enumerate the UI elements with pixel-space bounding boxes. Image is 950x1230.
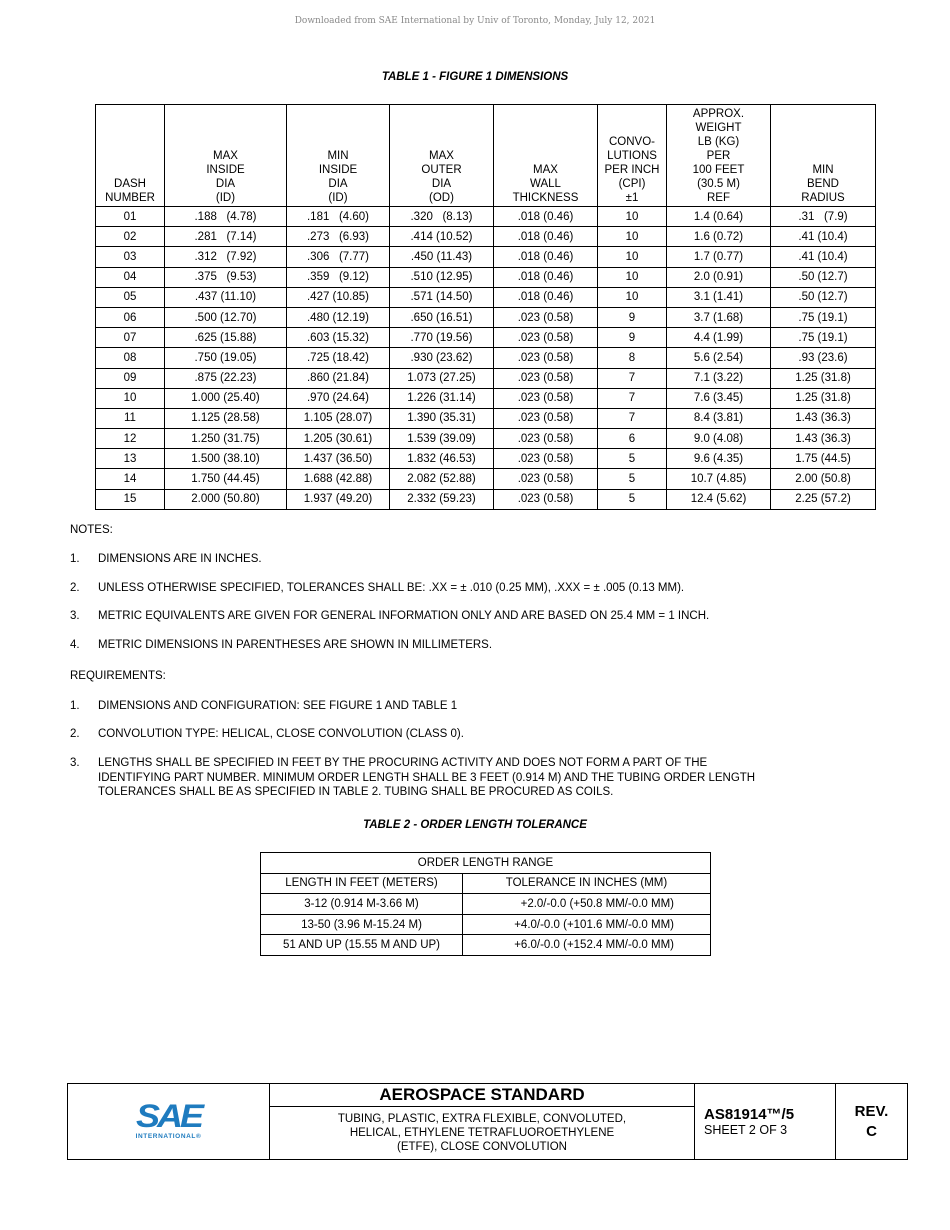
table-cell: 7.1 (3.22) (667, 368, 771, 388)
subtitle-line: TUBING, PLASTIC, EXTRA FLEXIBLE, CONVOLUTED, (337, 1113, 627, 1125)
note-number: 3. (70, 610, 80, 622)
table-cell: 10.7 (4.85) (667, 469, 771, 489)
table-cell: 02 (96, 227, 165, 247)
table-cell: +2.0/-0.0 (+50.8 MM/-0.0 MM) (463, 894, 711, 915)
table-row (261, 894, 711, 915)
table-cell: .023 (0.58) (494, 408, 598, 428)
table-cell: .023 (0.58) (494, 368, 598, 388)
column-header-line: (ID) (328, 192, 348, 204)
standard-title: AEROSPACE STANDARD (270, 1084, 695, 1107)
table-cell: .306 (7.77) (287, 247, 390, 267)
table-cell: 2.000 (50.80) (165, 489, 287, 509)
dimensions-table-header (96, 105, 876, 207)
table-cell: 1.105 (28.07) (287, 408, 390, 428)
requirement-text: CONVOLUTION TYPE: HELICAL, CLOSE CONVOLUTION (CLASS 0). (98, 728, 464, 740)
table-cell: .273 (6.93) (287, 227, 390, 247)
table-cell: 1.688 (42.88) (287, 469, 390, 489)
table-row (96, 368, 876, 388)
table-cell: 13-50 (3.96 M-15.24 M) (261, 914, 463, 935)
table-cell: .31 (7.9) (771, 207, 876, 227)
table2-caption: TABLE 2 - ORDER LENGTH TOLERANCE (363, 819, 587, 831)
table-cell: 51 AND UP (15.55 M AND UP) (261, 935, 463, 956)
table-cell: 05 (96, 287, 165, 307)
title-block (67, 1083, 908, 1160)
note-text: DIMENSIONS ARE IN INCHES. (98, 553, 262, 565)
length-column-header: LENGTH IN FEET (METERS) (261, 873, 463, 894)
column-header-line: CONVO- (609, 136, 655, 148)
table-cell: .875 (22.23) (165, 368, 287, 388)
column-header (165, 105, 287, 207)
table-cell: 13 (96, 449, 165, 469)
table-cell: .93 (23.6) (771, 348, 876, 368)
table-cell: 8 (598, 348, 667, 368)
subtitle-line: (ETFE), CLOSE CONVOLUTION (397, 1141, 567, 1153)
table-cell: .750 (19.05) (165, 348, 287, 368)
sheet-number: SHEET 2 OF 3 (704, 1123, 788, 1137)
table-cell: .450 (11.43) (390, 247, 494, 267)
column-header-line: (OD) (429, 192, 454, 204)
table-cell: 2.25 (57.2) (771, 489, 876, 509)
table-cell: 12.4 (5.62) (667, 489, 771, 509)
requirement-text: DIMENSIONS AND CONFIGURATION: SEE FIGURE 1 AND TABLE 1 (98, 700, 458, 712)
table-cell: .725 (18.42) (287, 348, 390, 368)
table-cell: 1.4 (0.64) (667, 207, 771, 227)
column-header (771, 105, 876, 207)
table-cell: 3.7 (1.68) (667, 307, 771, 327)
table-cell: .018 (0.46) (494, 227, 598, 247)
column-header-line: ±1 (625, 192, 639, 204)
table-cell: 1.500 (38.10) (165, 449, 287, 469)
order-length-group-header: ORDER LENGTH RANGE (261, 853, 711, 874)
table-cell: 1.539 (39.09) (390, 429, 494, 449)
revision-value: C (866, 1122, 877, 1140)
table-cell: 10 (598, 227, 667, 247)
column-header (390, 105, 494, 207)
table-row (96, 207, 876, 227)
note-text: UNLESS OTHERWISE SPECIFIED, TOLERANCES SHALL BE: .XX = ± .010 (0.25 MM), .XXX = ± .005 (0.13 MM). (98, 582, 685, 594)
column-header-line: (ID) (215, 192, 236, 204)
column-header (598, 105, 667, 207)
table-row (96, 247, 876, 267)
table-cell: .75 (19.1) (771, 328, 876, 348)
table-row (96, 408, 876, 428)
table-cell: .023 (0.58) (494, 348, 598, 368)
table-cell: .188 (4.78) (165, 207, 287, 227)
column-header-line: 100 FEET (692, 164, 745, 176)
table-cell: 3.1 (1.41) (667, 287, 771, 307)
note-2 (70, 581, 830, 596)
column-header-line: INSIDE (318, 164, 358, 176)
table-row (96, 469, 876, 489)
table-cell: .281 (7.14) (165, 227, 287, 247)
standard-subtitle (270, 1107, 695, 1160)
table-cell: 1.205 (30.61) (287, 429, 390, 449)
table-cell: .50 (12.7) (771, 287, 876, 307)
requirement-text-line: IDENTIFYING PART NUMBER. MINIMUM ORDER LENGTH SHALL BE 3 FEET (0.914 M) AND THE TUBING ORDER LENGTH (98, 771, 756, 784)
requirements-heading: REQUIREMENTS: (70, 670, 166, 682)
table-cell: 1.226 (31.14) (390, 388, 494, 408)
column-header-line: DIA (215, 178, 236, 190)
document-number: AS81914™/5 (704, 1106, 795, 1123)
note-1 (70, 552, 830, 567)
table-row (261, 914, 711, 935)
column-header-line: WEIGHT (695, 122, 742, 134)
column-header (494, 105, 598, 207)
notes-heading: NOTES: (70, 524, 113, 536)
subtitle-line: HELICAL, ETHYLENE TETRAFLUOROETHYLENE (349, 1127, 615, 1139)
table-cell: 7 (598, 388, 667, 408)
table-cell: 10 (96, 388, 165, 408)
sae-logo-subtext: INTERNATIONAL (135, 1132, 196, 1140)
sae-logo-mark: SAE (135, 1096, 201, 1134)
table-cell: 1.750 (44.45) (165, 469, 287, 489)
table-cell: 9.0 (4.08) (667, 429, 771, 449)
column-header-line: LB (KG) (697, 136, 740, 148)
table-row (96, 328, 876, 348)
requirement-1 (70, 699, 830, 714)
table-row (96, 388, 876, 408)
table-cell: 1.25 (31.8) (771, 388, 876, 408)
table-cell: .437 (11.10) (165, 287, 287, 307)
table-cell: .018 (0.46) (494, 287, 598, 307)
column-header-line: NUMBER (105, 192, 155, 204)
note-number: 4. (70, 639, 80, 651)
table-cell: .770 (19.56) (390, 328, 494, 348)
table-row (96, 267, 876, 287)
table-cell: .75 (19.1) (771, 307, 876, 327)
column-header-line: OUTER (421, 164, 462, 176)
column-header-line: DIA (328, 178, 348, 190)
column-header-line: INSIDE (206, 164, 245, 176)
table-cell: .970 (24.64) (287, 388, 390, 408)
requirement-text-line: TOLERANCES SHALL BE AS SPECIFIED IN TABLE 2. TUBING SHALL BE PROCURED AS COILS. (98, 786, 614, 798)
table-cell: 11 (96, 408, 165, 428)
table-row (96, 307, 876, 327)
column-header-line: MAX (533, 164, 558, 176)
table-cell: .650 (16.51) (390, 307, 494, 327)
table-cell: 08 (96, 348, 165, 368)
table-cell: 2.00 (50.8) (771, 469, 876, 489)
table-cell: 3-12 (0.914 M-3.66 M) (261, 894, 463, 915)
table-cell: 4.4 (1.99) (667, 328, 771, 348)
column-header-line: DIA (431, 178, 452, 190)
table-cell: .359 (9.12) (287, 267, 390, 287)
order-length-table (260, 852, 711, 956)
column-header-line: (CPI) (618, 178, 646, 190)
table-cell: 01 (96, 207, 165, 227)
table-cell: .181 (4.60) (287, 207, 390, 227)
table-cell: 07 (96, 328, 165, 348)
table-cell: .312 (7.92) (165, 247, 287, 267)
document-info (695, 1084, 836, 1160)
requirement-text (98, 756, 830, 800)
table-cell: 9 (598, 307, 667, 327)
table-cell: 5 (598, 469, 667, 489)
table-cell: .860 (21.84) (287, 368, 390, 388)
requirement-3 (70, 756, 830, 800)
table-cell: 1.125 (28.58) (165, 408, 287, 428)
revision (836, 1084, 908, 1160)
table-cell: 12 (96, 429, 165, 449)
table-cell: +4.0/-0.0 (+101.6 MM/-0.0 MM) (463, 914, 711, 935)
table-cell: .625 (15.88) (165, 328, 287, 348)
column-header-line: APPROX. (692, 108, 745, 120)
download-watermark: Downloaded from SAE International by Univ of Toronto, Monday, July 12, 2021 (294, 16, 656, 26)
table-cell: .41 (10.4) (771, 227, 876, 247)
table-cell: 7.6 (3.45) (667, 388, 771, 408)
column-header-line: WALL (530, 178, 561, 190)
table-cell: .018 (0.46) (494, 267, 598, 287)
table-cell: 8.4 (3.81) (667, 408, 771, 428)
column-header-line: MAX (213, 150, 238, 162)
column-header-line: PER INCH (604, 164, 660, 176)
table-cell: .930 (23.62) (390, 348, 494, 368)
table-cell: .414 (10.52) (390, 227, 494, 247)
tolerance-column-header: TOLERANCE IN INCHES (MM) (463, 873, 711, 894)
table-cell: 03 (96, 247, 165, 267)
table-cell: 09 (96, 368, 165, 388)
table-cell: .023 (0.58) (494, 429, 598, 449)
table-cell: .375 (9.53) (165, 267, 287, 287)
table-cell: .023 (0.58) (494, 328, 598, 348)
table-cell: 10 (598, 287, 667, 307)
table-cell: 5.6 (2.54) (667, 348, 771, 368)
table-cell: 9 (598, 328, 667, 348)
table-cell: .023 (0.58) (494, 489, 598, 509)
table-cell: .480 (12.19) (287, 307, 390, 327)
table-row (96, 489, 876, 509)
requirement-number: 3. (70, 757, 80, 769)
note-text: METRIC EQUIVALENTS ARE GIVEN FOR GENERAL INFORMATION ONLY AND ARE BASED ON 25.4 MM = 1 INCH. (98, 610, 710, 622)
table-cell: .510 (12.95) (390, 267, 494, 287)
table-row (96, 287, 876, 307)
table1-caption: TABLE 1 - FIGURE 1 DIMENSIONS (381, 71, 569, 83)
registered-mark: ® (196, 1132, 202, 1140)
column-header-line: BEND (807, 178, 839, 190)
requirement-text-line: LENGTHS SHALL BE SPECIFIED IN FEET BY THE PROCURING ACTIVITY AND DOES NOT FORM A PART OF THE (98, 757, 708, 769)
table-cell: .41 (10.4) (771, 247, 876, 267)
table-row (96, 348, 876, 368)
table-cell: .023 (0.58) (494, 388, 598, 408)
table-cell: 7 (598, 368, 667, 388)
table-cell: .023 (0.58) (494, 307, 598, 327)
table-cell: .018 (0.46) (494, 247, 598, 267)
table-cell: 1.832 (46.53) (390, 449, 494, 469)
table-cell: 1.75 (44.5) (771, 449, 876, 469)
table-cell: .50 (12.7) (771, 267, 876, 287)
table-cell: .023 (0.58) (494, 449, 598, 469)
table-cell: .603 (15.32) (287, 328, 390, 348)
sae-logo (68, 1084, 270, 1160)
note-3 (70, 609, 830, 624)
table-cell: 9.6 (4.35) (667, 449, 771, 469)
table-cell: 1.937 (49.20) (287, 489, 390, 509)
table-row (96, 449, 876, 469)
table-cell: 1.25 (31.8) (771, 368, 876, 388)
table-cell: 10 (598, 247, 667, 267)
column-header-line: RADIUS (801, 192, 845, 204)
column-header-line: MIN (327, 150, 349, 162)
column-header-line: DASH (114, 178, 146, 190)
table-cell: 1.43 (36.3) (771, 408, 876, 428)
column-header (667, 105, 771, 207)
table-cell: 1.073 (27.25) (390, 368, 494, 388)
table-cell: 1.43 (36.3) (771, 429, 876, 449)
table-cell: 2.332 (59.23) (390, 489, 494, 509)
table-cell: 1.250 (31.75) (165, 429, 287, 449)
revision-label: REV. (854, 1102, 889, 1120)
note-number: 1. (70, 553, 80, 565)
table-cell: 06 (96, 307, 165, 327)
table-cell: 10 (598, 267, 667, 287)
column-header (96, 105, 165, 207)
requirement-number: 1. (70, 700, 80, 712)
table-cell: 10 (598, 207, 667, 227)
table-cell: 5 (598, 449, 667, 469)
table-cell: 2.082 (52.88) (390, 469, 494, 489)
table-row (96, 227, 876, 247)
note-number: 2. (70, 582, 80, 594)
table-cell: .427 (10.85) (287, 287, 390, 307)
column-header-line: THICKNESS (512, 192, 579, 204)
table-cell: 6 (598, 429, 667, 449)
table-cell: +6.0/-0.0 (+152.4 MM/-0.0 MM) (463, 935, 711, 956)
note-text: METRIC DIMENSIONS IN PARENTHESES ARE SHOWN IN MILLIMETERS. (98, 639, 493, 651)
table-cell: 2.0 (0.91) (667, 267, 771, 287)
table-cell: 1.7 (0.77) (667, 247, 771, 267)
column-header (287, 105, 390, 207)
requirement-number: 2. (70, 728, 80, 740)
note-4 (70, 638, 830, 653)
table-cell: 14 (96, 469, 165, 489)
table-row (96, 429, 876, 449)
column-header-line: MAX (429, 150, 454, 162)
table-cell: 1.000 (25.40) (165, 388, 287, 408)
table-cell: .320 (8.13) (390, 207, 494, 227)
table-cell: 5 (598, 489, 667, 509)
column-header-line: REF (707, 192, 730, 204)
table-cell: 1.6 (0.72) (667, 227, 771, 247)
column-header-line: LUTIONS (607, 150, 657, 162)
table-cell: 1.437 (36.50) (287, 449, 390, 469)
table-cell: .018 (0.46) (494, 207, 598, 227)
dimensions-table (95, 104, 876, 510)
column-header-line: MIN (812, 164, 834, 176)
table-cell: 7 (598, 408, 667, 428)
requirement-2 (70, 727, 830, 742)
table-cell: .023 (0.58) (494, 469, 598, 489)
column-header-line: (30.5 M) (697, 178, 740, 190)
table-cell: 15 (96, 489, 165, 509)
table-cell: 1.390 (35.31) (390, 408, 494, 428)
table-cell: .571 (14.50) (390, 287, 494, 307)
column-header-line: PER (706, 150, 731, 162)
table-cell: .500 (12.70) (165, 307, 287, 327)
table-row (261, 935, 711, 956)
table-cell: 04 (96, 267, 165, 287)
